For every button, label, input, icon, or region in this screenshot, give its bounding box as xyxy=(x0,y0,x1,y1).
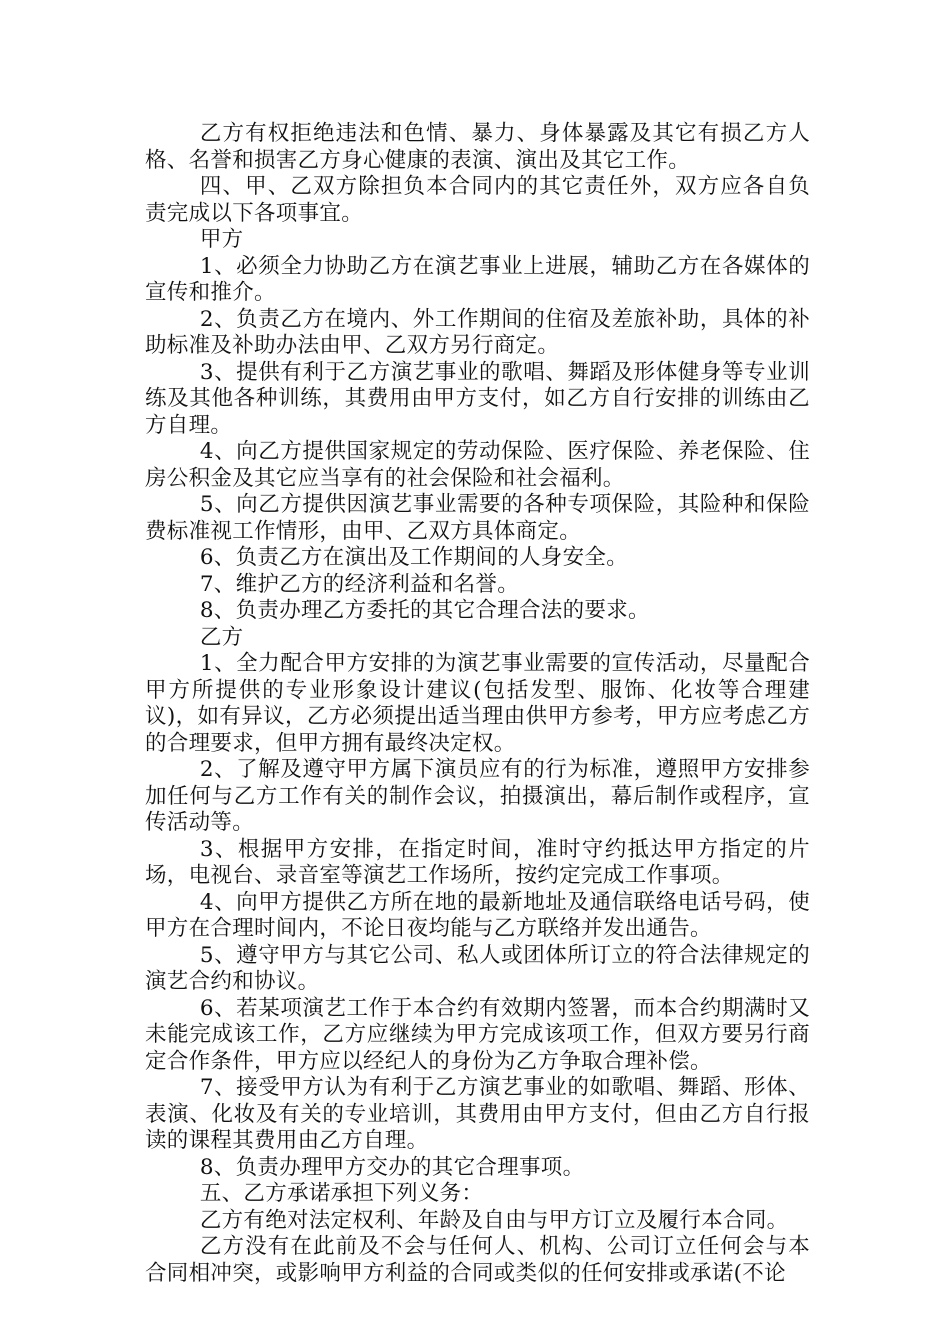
party-a-item-2: 2、负责乙方在境内、外工作期间的住宿及差旅补助，具体的补助标准及补助办法由甲、乙双方另行商定。 xyxy=(145,306,810,358)
paragraph-legal-capacity: 乙方有绝对法定权利、年龄及自由与甲方订立及履行本合同。 xyxy=(199,1207,789,1233)
heading-party-b: 乙方 xyxy=(199,624,244,650)
document-body xyxy=(145,121,810,1287)
party-b-item-4: 4、向甲方提供乙方所在地的最新地址及通信联络电话号码，使甲方在合理时间内，不论日夜均能与乙方联络并发出通告。 xyxy=(145,889,810,941)
party-a-item-1: 1、必须全力协助乙方在演艺事业上进展，辅助乙方在各媒体的宣传和推介。 xyxy=(145,253,810,305)
party-b-item-7: 7、接受甲方认为有利于乙方演艺事业的如歌唱、舞蹈、形体、表演、化妆及有关的专业培训，其费用由甲方支付，但由乙方自行报读的课程其费用由乙方自理。 xyxy=(145,1075,810,1153)
paragraph-section-five: 五、乙方承诺承担下列义务： xyxy=(199,1181,484,1206)
party-b-item-5: 5、遵守甲方与其它公司、私人或团体所订立的符合法律规定的演艺合约和协议。 xyxy=(145,942,810,994)
heading-party-a: 甲方 xyxy=(199,227,244,252)
paragraph-refuse-performances: 乙方有权拒绝违法和色情、暴力、身体暴露及其它有损乙方人格、名誉和损害乙方身心健康的表演、演出及其它工作。 xyxy=(145,121,810,173)
party-a-item-4: 4、向乙方提供国家规定的劳动保险、医疗保险、养老保险、住房公积金及其它应当享有的社会保险和社会福利。 xyxy=(145,439,810,491)
party-b-item-2: 2、了解及遵守甲方属下演员应有的行为标准，遵照甲方安排参加任何与乙方工作有关的制作会议，拍摄演出，幕后制作或程序，宣传活动等。 xyxy=(145,757,810,835)
party-a-item-8: 8、负责办理乙方委托的其它合理合法的要求。 xyxy=(199,598,650,623)
party-b-item-8: 8、负责办理甲方交办的其它合理事项。 xyxy=(199,1154,585,1180)
paragraph-no-conflict: 乙方没有在此前及不会与任何人、机构、公司订立任何会与本合同相冲突，或影响甲方利益的合同或类似的任何安排或承诺(不论 xyxy=(145,1234,810,1286)
party-a-item-6: 6、负责乙方在演出及工作期间的人身安全。 xyxy=(199,545,628,570)
party-b-item-6: 6、若某项演艺工作于本合约有效期内签署，而本合约期满时又未能完成该工作，乙方应继续为甲方完成该项工作，但双方要另行商定合作条件，甲方应以经纪人的身份为乙方争取合理补偿。 xyxy=(145,995,810,1074)
party-b-item-1: 1、全力配合甲方安排的为演艺事业需要的宣传活动，尽量配合甲方所提供的专业形象设计建议(包括发型、服饰、化妆等合理建议)，如有异议，乙方必须提出适当理由供甲方参考，甲方应考虑乙方的合理要求，但甲方拥有最终决定权。 xyxy=(145,651,810,756)
party-a-item-7: 7、维护乙方的经济利益和名誉。 xyxy=(199,571,519,597)
paragraph-section-four: 四、甲、乙双方除担负本合同内的其它责任外，双方应各自负责完成以下各项事宜。 xyxy=(145,174,810,226)
party-a-item-3: 3、提供有利于乙方演艺事业的歌唱、舞蹈及形体健身等专业训练及其他各种训练，其费用由甲方支付，如乙方自行安排的训练由乙方自理。 xyxy=(145,359,810,438)
party-b-item-3: 3、根据甲方安排，在指定时间，准时守约抵达甲方指定的片场，电视台、录音室等演艺工作场所，按约定完成工作事项。 xyxy=(145,836,810,888)
party-a-item-5: 5、向乙方提供因演艺事业需要的各种专项保险，其险种和保险费标准视工作情形，由甲、乙双方具体商定。 xyxy=(145,492,810,544)
